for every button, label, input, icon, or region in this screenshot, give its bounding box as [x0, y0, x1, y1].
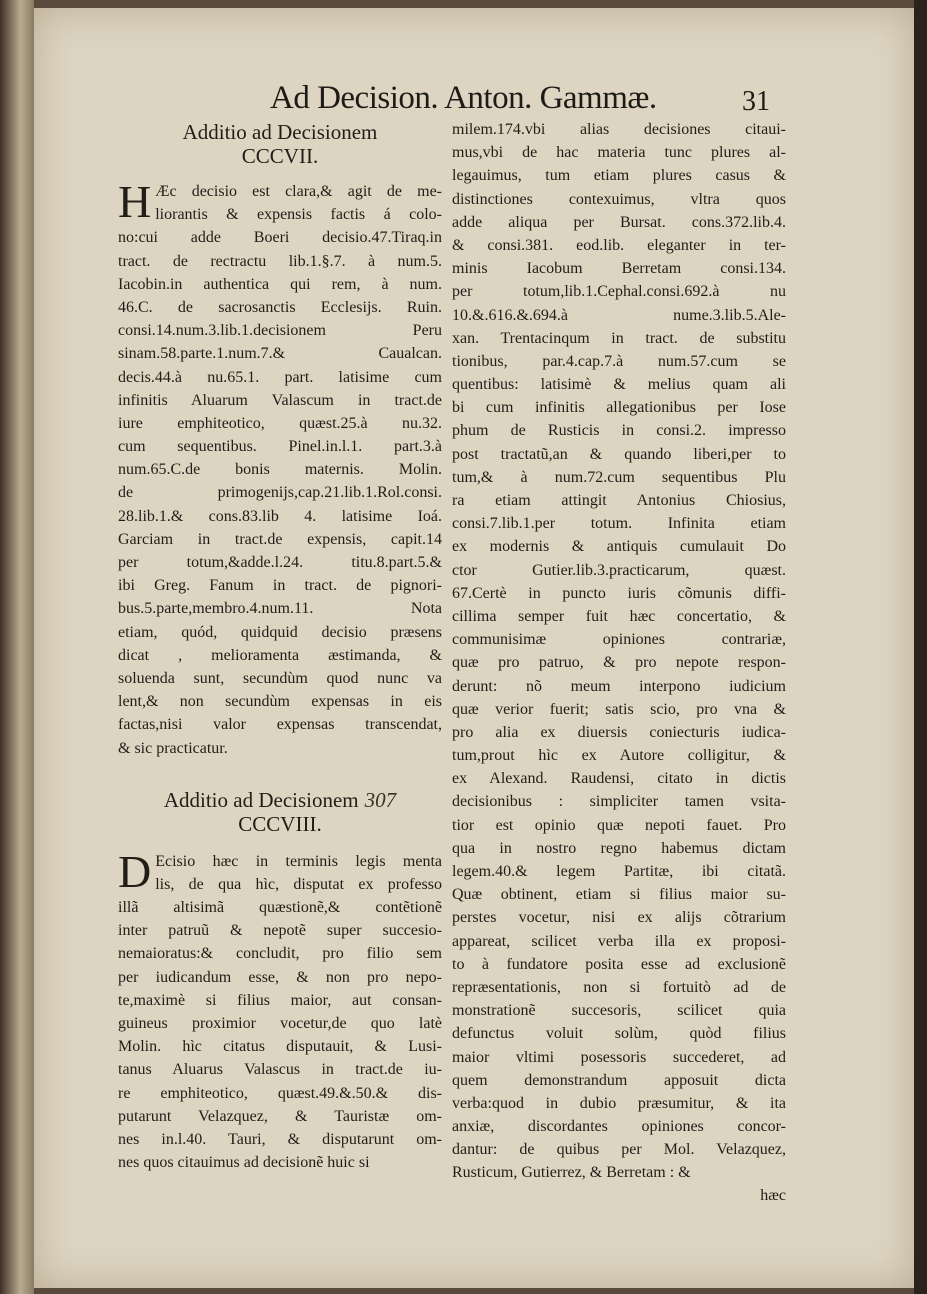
- text-line: decis.44.à nu.65.1. part. latisime cum: [118, 368, 442, 386]
- text-line: pro alia ex diuersis coniecturis iudica-: [452, 723, 786, 741]
- text-line: anxiæ, discordantes opiniones concor-: [452, 1118, 786, 1136]
- text-line: lent,& non secundùm expensas in eis: [118, 693, 442, 711]
- page-edge: [914, 0, 927, 1294]
- text-line: 46.C. de sacrosanctis Ecclesijs. Ruin.: [118, 298, 442, 316]
- text-line: quæ verior fuerit; satis scio, pro vna &: [452, 700, 786, 718]
- text-line: phum de Rusticis in consi.2. impresso: [452, 422, 786, 440]
- text-line: 10.&.616.&.694.à nume.3.lib.5.Ale-: [452, 306, 786, 324]
- text-line: nemaioratus:& concludit, pro filio sem: [118, 945, 442, 963]
- text-line: qua in nostro regno habemus dictam: [452, 839, 786, 857]
- text-line: distinctiones contexuimus, vltra quos: [452, 190, 786, 208]
- text-line: per iudicandum esse, & non pro nepo-: [118, 968, 442, 986]
- text-line: defunctus voluit solùm, quòd filius: [452, 1025, 786, 1043]
- text-line: lis, de qua hìc, disputat ex professo: [155, 875, 442, 893]
- text-line: Rusticum, Gutierrez, & Berretam : &: [452, 1164, 691, 1182]
- text-line: cillima semper fuit hæc concertatio, &: [452, 607, 786, 625]
- text-line: liorantis & expensis factis á colo-: [155, 206, 442, 224]
- text-line: monstrationẽ succesoris, scilicet quia: [452, 1002, 786, 1020]
- section-heading-title: [118, 788, 442, 812]
- text-line: nes in.l.40. Tauri, & disputarunt om-: [118, 1130, 442, 1148]
- text-line: 67.Certè in puncto iuris cõmunis diffi-: [452, 584, 786, 602]
- text-line: ex Alexand. Raudensi, citato in dictis: [452, 770, 786, 788]
- text-line: nes quos citauimus ad decisionẽ huic si: [118, 1154, 370, 1172]
- text-line: bi cum infinitis allegationibus per Iose: [452, 399, 786, 417]
- text-line: maior vltimi posessoris succederet, ad: [452, 1048, 786, 1066]
- text-line: ctor Gutier.lib.3.practicarum, quæst.: [452, 561, 786, 579]
- text-line: soluenda sunt, secundùm quod nunc va: [118, 669, 442, 687]
- section-body: [118, 845, 442, 1175]
- text-line: tionibus, par.4.cap.7.à num.57.cum se: [452, 352, 786, 370]
- text-line: no:cui adde Boeri decisio.47.Tiraq.in: [118, 229, 442, 247]
- text-line: appareat, scilicet verba illa ex proposi-: [452, 932, 786, 950]
- text-line: ibi Greg. Fanum in tract. de pignori-: [118, 577, 442, 595]
- text-line: legem.40.& legem Partitæ, ibi citatã.: [452, 863, 786, 880]
- text-line: per totum,lib.1.Cephal.consi.692.à nu: [452, 283, 786, 301]
- text-line: etiam, quód, quidquid decisio præsens: [118, 623, 442, 641]
- text-line: derunt: nõ meum interpono iudicium: [452, 677, 786, 695]
- text-line: mus,vbi de hac materia tunc plures al-: [452, 144, 786, 162]
- catchword: hæc: [760, 1186, 786, 1204]
- text-line: inter patruũ & nepotẽ super succesio-: [118, 922, 442, 940]
- text-line: ex modernis & antiquis cumulauit Do: [452, 538, 786, 556]
- text-line: verba:quod in dubio præsumitur, & ita: [452, 1094, 786, 1112]
- text-line: cum sequentibus. Pinel.in.l.1. part.3.à: [118, 438, 442, 456]
- text-line: consi.7.lib.1.per totum. Infinita etiam: [452, 515, 786, 533]
- text-line: bus.5.parte,membro.4.num.11. Nota: [118, 600, 442, 618]
- text-line: quæ pro patruo, & pro nepote respon-: [452, 654, 786, 672]
- text-line: legauimus, tum etiam plures casus &: [452, 167, 786, 185]
- text-line: quem demonstrandum apposuit dicta: [452, 1071, 786, 1089]
- book-gutter: [0, 0, 34, 1294]
- text-line: per totum,&adde.l.24. titu.8.part.5.&: [118, 554, 442, 571]
- text-line: iure emphiteotico, quæst.25.à nu.32.: [118, 414, 442, 432]
- text-line: milem.174.vbi alias decisiones citaui-: [452, 121, 786, 138]
- text-line: tum,prout hìc ex Autore colligitur, &: [452, 747, 786, 765]
- text-line: post tractatũ,an & quando liberi,per to: [452, 445, 786, 463]
- drop-cap: D: [118, 845, 152, 897]
- folio-number: 31: [742, 86, 770, 117]
- text-line: tum,& à num.72.cum sequentibus Plu: [452, 468, 786, 486]
- text-line: 28.lib.1.& cons.83.lib 4. latisime Ioá.: [118, 507, 442, 525]
- left-column: [118, 120, 442, 1174]
- section-heading-text: Additio ad Decisionem: [163, 787, 359, 812]
- section-heading-number: CCCVIII.: [238, 811, 322, 836]
- text-line: factas,nisi valor expensas transcendat,: [118, 716, 442, 734]
- text-line: repræsentationis, non si fortuitò ad de: [452, 978, 786, 996]
- handwritten-note: 307: [364, 787, 397, 812]
- text-line: re emphiteotico, quæst.49.&.50.& dis-: [118, 1084, 442, 1102]
- section-body: [118, 176, 442, 760]
- text-line: adde aliqua per Bursat. cons.372.lib.4.: [452, 213, 786, 231]
- text-line: ra etiam attingit Antonius Chiosius,: [452, 492, 786, 509]
- text-line: te,maximè si filius maior, aut consan-: [118, 991, 442, 1009]
- text-line: dantur: de quibus per Mol. Velazquez,: [452, 1141, 786, 1159]
- text-line: Ecisio hæc in terminis legis menta: [155, 852, 442, 870]
- text-line: quentibus: latisimè & melius quam ali: [452, 376, 786, 394]
- text-line: consi.14.num.3.lib.1.decisionem Peru: [118, 322, 442, 340]
- text-line: illã altisimã quæstionẽ,& contẽtionẽ: [118, 899, 442, 917]
- text-line: sinam.58.parte.1.num.7.& Caualcan.: [118, 345, 442, 363]
- text-line: tanus Aluarus Valascus in tract.de iu-: [118, 1061, 442, 1079]
- text-line: infinitis Aluarum Valascum in tract.de: [118, 391, 442, 409]
- text-line: perstes vocetur, nisi ex alijs cõtrarium: [452, 909, 786, 927]
- text-line: & sic practicatur.: [118, 739, 228, 757]
- text-line: Quæ obtinent, etiam si filius maior su-: [452, 886, 786, 904]
- running-head: Ad Decision. Anton. Gammæ.: [270, 80, 657, 116]
- text-line: Garciam in tract.de expensis, capit.14: [118, 530, 442, 548]
- text-line: Iacobin.in authentica qui rem, à num.: [118, 275, 442, 293]
- section-heading: [118, 120, 442, 168]
- text-line: putarunt Velazquez, & Tauristæ om-: [118, 1107, 442, 1125]
- section-heading-title: Additio ad Decisionem: [182, 120, 378, 144]
- section-heading: [118, 788, 442, 836]
- text-line: decisionibus : simpliciter tamen vsita-: [452, 793, 786, 811]
- text-line: guineus proximior vocetur,de quo latè: [118, 1015, 442, 1032]
- column-body: [452, 118, 786, 1185]
- section-heading-number: CCCVII.: [241, 144, 319, 168]
- text-line: de primogenijs,cap.21.lib.1.Rol.consi.: [118, 484, 442, 502]
- text-line: communisimæ opiniones contrariæ,: [452, 631, 786, 649]
- drop-cap: H: [118, 176, 152, 227]
- text-line: dicat , melioramenta æstimanda, &: [118, 646, 442, 664]
- text-line: & consi.381. eod.lib. eleganter in ter-: [452, 236, 786, 254]
- text-line: num.65.C.de bonis maternis. Molin.: [118, 461, 442, 479]
- text-line: minis Iacobum Berretam consi.134.: [452, 260, 786, 278]
- text-line: xan. Trentacinqum in tract. de substitu: [452, 329, 786, 347]
- text-line: tior est opinio quæ nepoti fauet. Pro: [452, 816, 786, 834]
- text-line: Molin. hìc citatus disputauit, & Lusi-: [118, 1038, 442, 1056]
- right-column: [452, 118, 786, 1207]
- text-line: to à fundatore posita esse ad exclusionẽ: [452, 955, 786, 973]
- text-line: tract. de rectractu lib.1.§.7. à num.5.: [118, 252, 442, 270]
- text-line: Æc decisio est clara,& agit de me-: [155, 183, 442, 200]
